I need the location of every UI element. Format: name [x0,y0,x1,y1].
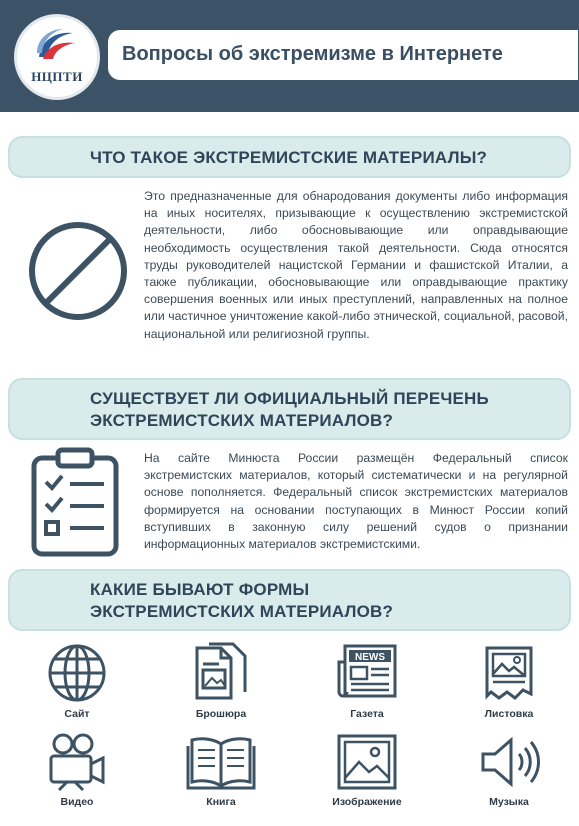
form-label: Книга [206,796,236,808]
form-label: Листовка [484,708,534,720]
prohibition-icon [26,219,130,323]
form-site [12,642,142,720]
form-leaflet [444,642,574,720]
form-image [302,732,432,808]
logo-emblem-icon [33,27,83,69]
answer-2-text: На сайте Минюста России размещён Федеральный список экстремистских материалов, который систематически и на регулярной основе пополняется. Федеральный список экстремистских материалов формируется на основании поступающих в Минюст России копий вступивших в законную силу решений судов о признании информационных материалов экстремистскими. [144,451,568,552]
form-newspaper [302,642,432,720]
form-label: Изображение [332,796,402,808]
newspaper-mark: NEWS [355,652,385,663]
leaflet-icon [479,642,539,704]
globe-icon [45,642,109,704]
form-label: Газета [350,708,384,720]
form-label: Брошюра [195,708,247,720]
question-3-pill [8,569,571,631]
page-title: Вопросы об экстремизме в Интернете [122,43,503,65]
clipboard-checklist-icon [30,446,120,558]
header [0,0,579,120]
logo-text: НЦПТИ [31,69,83,84]
question-2-title: СУЩЕСТВУЕТ ЛИ ОФИЦИАЛЬНЫЙ ПЕРЕЧЕНЬ ЭКСТРЕМИСТСКИХ МАТЕРИАЛОВ? [90,389,489,430]
answer-1-text: Это предназначенные для обнародования документы либо информация на иных носителях, призывающие к осуществлению экстремистской деятельности, либо обосновывающие или оправдывающие необходимость осуществления такой деятельности. Сюда относятся труды руководителей нацистской Германии и фашистской Италии, а также публикации, обосновывающие или оправдывающие практику совершения военных или иных преступлений, направленных на полное или частичное уничтожение какой-либо этнической, социальной, расовой, национальной или религиозной группы. [144,189,568,341]
form-book [156,732,286,808]
question-1-pill [8,136,571,178]
form-video [12,732,142,808]
speaker-icon [477,732,541,792]
form-music [444,732,574,808]
newspaper-icon [335,642,399,704]
brochure-icon [191,642,251,704]
form-label: Музыка [489,796,529,808]
video-camera-icon [45,732,109,792]
image-icon [335,732,399,792]
book-icon [186,732,256,792]
form-label: Видео [60,796,94,808]
question-1-title: ЧТО ТАКОЕ ЭКСТРЕМИСТСКИЕ МАТЕРИАЛЫ? [90,148,488,167]
title-box [108,30,578,80]
logo [14,14,100,100]
question-2-pill [8,378,571,440]
question-3-title: КАКИЕ БЫВАЮТ ФОРМЫ ЭКСТРЕМИСТСКИХ МАТЕРИАЛОВ? [90,580,394,621]
form-label: Сайт [64,708,90,720]
form-brochure [156,642,286,720]
